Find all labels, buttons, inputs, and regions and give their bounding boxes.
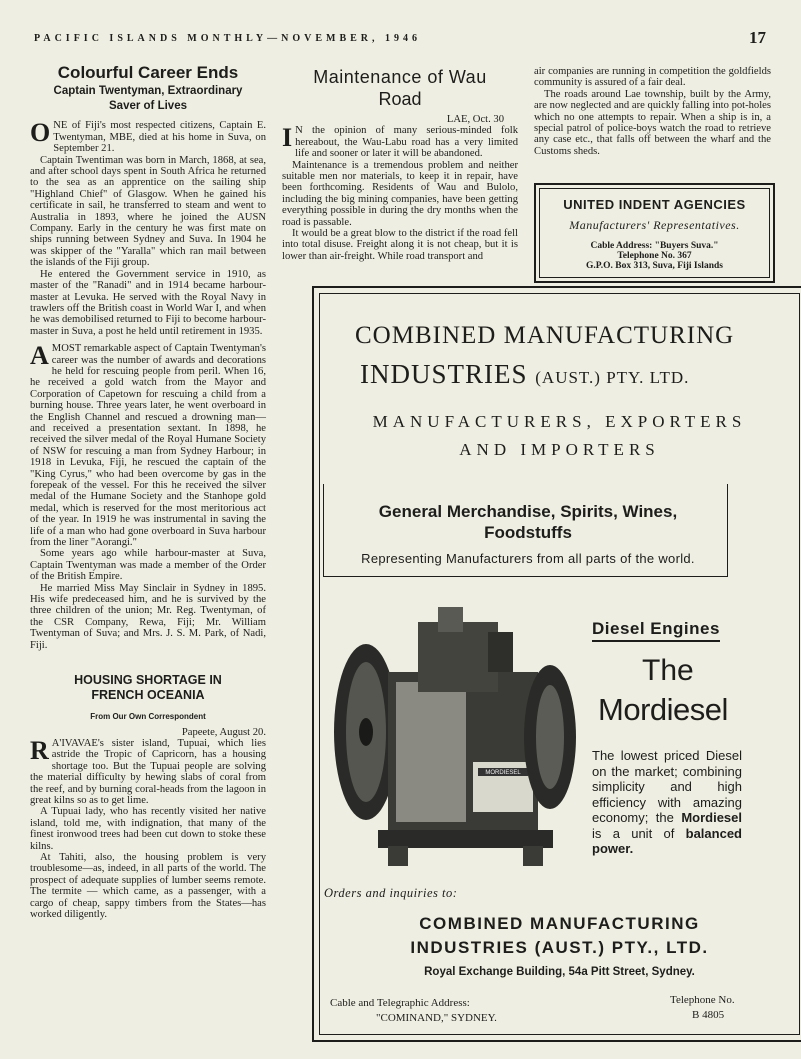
manufacturers-line2: AND IMPORTERS <box>459 440 660 459</box>
diesel-engines-heading: Diesel Engines <box>592 619 720 642</box>
manufacturers-line1: MANUFACTURERS, EXPORTERS <box>372 412 747 431</box>
drop-cap: O <box>30 118 51 148</box>
united-indent-agencies-ad <box>534 183 775 283</box>
footer-company-line1: COMBINED MANUFACTURING <box>419 914 700 933</box>
paragraph: A Tupuai lady, who has recently visited her native island, told me, with indignation, that many of the finest ironwood trees had been cut down to stoke these kilns. <box>30 806 266 852</box>
article-title-housing-line1: HOUSING SHORTAGE IN <box>74 673 222 688</box>
article-subtitle-line2: Saver of Lives <box>109 100 187 113</box>
paragraph: Maintenance is a tremendous problem and neither suitable men nor materials, to keep it in repair, have been forthcoming. Residents of Wau and Bulolo, including the big mining companies, have been getting everything possible in during the dry months when the road is passable. <box>282 159 518 228</box>
agency-cable: Cable Address: "Buyers Suva." <box>590 241 719 251</box>
dateline: LAE, Oct. 30 <box>446 114 504 125</box>
dateline: Papeete, August 20. <box>181 726 266 738</box>
cable-address-value: "COMINAND," SYDNEY. <box>376 1012 497 1024</box>
agency-telephone: Telephone No. 367 <box>617 251 692 261</box>
article-wau-road-continued <box>534 66 771 157</box>
drop-cap: I <box>282 123 293 153</box>
engine-description: The lowest priced Diesel on the market; combining simplicity and high efficiency with amazing economy; the Mordiesel is a unit of balanced power. <box>592 748 742 856</box>
cable-address-label: Cable and Telegraphic Address: <box>330 997 470 1009</box>
agency-name: UNITED INDENT AGENCIES <box>563 197 746 212</box>
article-colourful-career <box>30 63 266 920</box>
drop-cap: A <box>30 341 49 371</box>
agency-address: G.P.O. Box 313, Suva, Fiji Islands <box>586 261 723 271</box>
company-name-line1: COMBINED MANUFACTURING <box>355 322 735 349</box>
paragraph: ONE of Fiji's most respected citizens, Captain E. Twentyman, MBE, died at his home in Suva, on September 21. <box>30 118 266 155</box>
article-subtitle-line1: Captain Twentyman, Extraordinary <box>53 85 243 98</box>
brand-name: Mordiesel <box>598 692 728 727</box>
paragraph: He entered the Government service in 1910, as master of the "Ranadi" and in 1914 became harbour-master at Levuka. He served with the Royal Navy in trawlers off the British coast in World War I, and when he was demobilised returned to Fiji to become harbour-master in Suva, a post he held until retirement in 1935. <box>30 268 266 337</box>
agency-tagline: Manufacturers' Representatives. <box>569 218 740 232</box>
engine-nameplate: MORDIESEL <box>485 770 521 776</box>
article-title-line1: Maintenance of Wau <box>313 67 487 87</box>
article-title-housing-line2: FRENCH OCEANIA <box>91 688 205 703</box>
orders-line: Orders and inquiries to: <box>324 886 458 900</box>
paragraph: Captain Twentiman was born in March, 1868, at sea, and after school days spent in South Africa he returned to the sea as an apprentice on the sailing ship "Highland Chief" of Glasgow. When he gained his certificate in sail, he transferred to steam and went to Australia in 1893, where he joined the AUSN Company. Early in the century he was first mate on ships running between Sydney and Suva. In 1904 he was skipper of the "Yaralla" which ran mail between the islands of the Fiji group. <box>30 154 266 269</box>
company-name-line2: INDUSTRIES (AUST.) PTY. LTD. <box>360 359 690 389</box>
paragraph: He married Miss May Sinclair in Sydney in 1895. His wife predeceased him, and he is survived by the three children of the union; Mr. Reg. Twentyman, of the CSR Company, Rewa, Fiji; Mr. William Twentyman of Suva; and Mrs. J. S. M. Park, of Nadi, Fiji. <box>30 582 266 651</box>
paragraph: I N the opinion of many serious-minded folk hereabout, the Wau-Labu road has a very limited life and sooner or later it will be abandoned. <box>282 123 518 160</box>
footer-company-line2: INDUSTRIES (AUST.) PTY., LTD. <box>410 938 709 957</box>
paragraph: It would be a great blow to the district if the road fell into total disuse. Freight along it is not cheap, but it is lower than air-freight. While road transport and <box>282 228 518 262</box>
paragraph: R A'IVAVAE's sister island, Tupuai, which lies astride the Tropic of Capricorn, has a housing shortage too. But the Tupuai people are solving the material difficulty by hewing slabs of coral from the reef, and by burning coral-heads from the lagoon in great kilns so as to get lime. <box>30 735 266 806</box>
running-header-text: PACIFIC ISLANDS MONTHLY—NOVEMBER, 1946 <box>34 33 422 44</box>
article-wau-road <box>282 66 518 262</box>
paragraph: The roads around Lae township, built by the Army, are now neglected and are quickly falling into pot-holes which no one attempts to repair. When a ship is in, a special patrol of police-boys watch the road to retrieve any case etc., that falls off between the wharf and the Customs sheds. <box>534 88 771 157</box>
representing-line: Representing Manufacturers from all parts of the world. <box>361 551 695 566</box>
article-title: Colourful Career Ends <box>57 63 239 82</box>
telephone-label: Telephone No. <box>670 994 735 1006</box>
paragraph: AMOST remarkable aspect of Captain Twentyman's career was the number of awards and decorations he held for rescuing people from peril. When 16, he received a gold watch from the Mayor and Corporation of Capetown for rescuing a child from a burning house. Three years later, he went overboard in the English Channel and rescued a drowning man—and received a presentation sextant. In 1898, he received the silver medal of the Royal Humane Society of NSW for rescuing a man from Sydney Harbour; in 1918 in Levuka, Fiji, he rescued the captain of the "King Cyrus," who had been overcome by gas in the forepeak of the vessel. For this he received the silver medal of the Humane Society and the Stanhope gold medal, which is reserved for the most meritorious act of the year. In 1919 he was instrumental in saving the life of a man who had gone overboard in Suva harbour from the liner "Aorangi." <box>30 341 266 549</box>
company-suffix: (AUST.) PTY. LTD. <box>535 368 690 387</box>
telephone-value: B 4805 <box>692 1009 725 1021</box>
byline: From Our Own Correspondent <box>90 712 206 722</box>
paragraph: Some years ago while harbour-master at Suva, Captain Twentyman was made a member of the Order of the British Empire. <box>30 548 266 583</box>
article-title-line2: Road <box>378 89 422 109</box>
paragraph: At Tahiti, also, the housing problem is very troublesome—as, indeed, in all parts of the world. The prospect of adequate supplies of lumber seems remote. The termite — which came, as a passenger, with a cargo of cheap, sappy timbers from the States—has worked diligently. <box>30 851 266 920</box>
drop-cap: R <box>30 735 49 765</box>
brand-the: The <box>642 654 694 687</box>
diesel-engine-illustration <box>328 602 583 870</box>
goods-line1: General Merchandise, Spirits, Wines, <box>378 502 678 521</box>
goods-line2: Foodstuffs <box>484 523 572 542</box>
page-number: 17 <box>749 28 766 47</box>
paragraph: air companies are running in competition the goldfields community is assured of a fair deal. <box>534 66 771 89</box>
combined-manufacturing-ad <box>312 286 801 1042</box>
running-header <box>34 28 770 51</box>
footer-address: Royal Exchange Building, 54a Pitt Street, Sydney. <box>424 966 695 978</box>
